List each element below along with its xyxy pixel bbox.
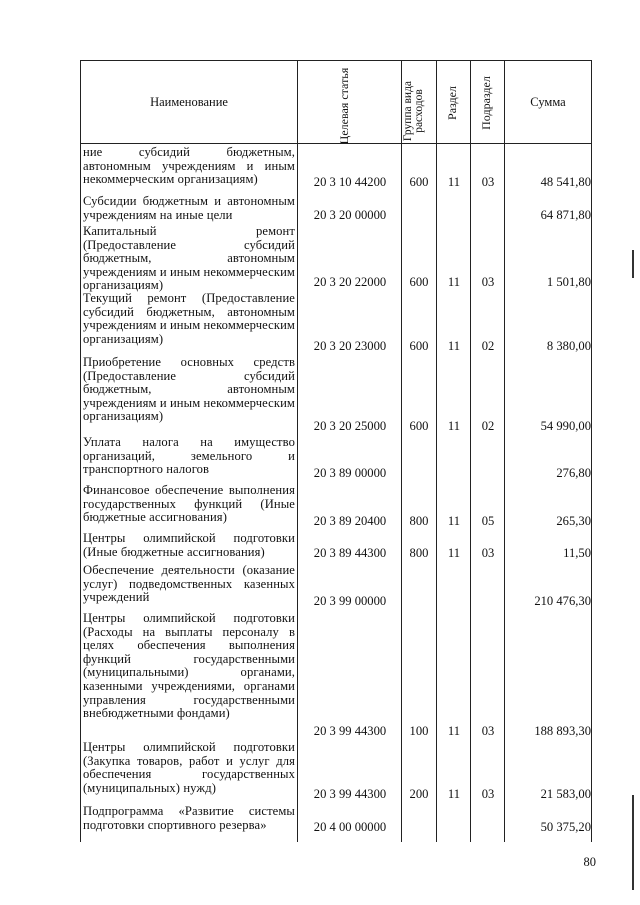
scan-edge-mark — [632, 250, 634, 278]
row-section: 11 — [447, 514, 461, 528]
row-name: Центры олимпийской подготовки (Расходы на выплаты персоналу в целях обеспечения выполнения функций государственными (муниципальными) органами, казенными учреждениями, органами управления государственными внебюджетными фондами) — [83, 611, 295, 721]
row-sum: 188 893,30 — [534, 724, 591, 738]
row-name: Субсидии бюджетным и автономным учреждениям на иные цели — [83, 194, 295, 222]
row-name: ние субсидий бюджетным, автономным учреждениям и иным некоммерческим организациям) — [83, 145, 295, 187]
row-section: 11 — [447, 275, 461, 289]
row-subsection: 03 — [481, 724, 495, 738]
header-name: Наименование — [150, 95, 228, 109]
header-sum: Сумма — [530, 95, 566, 109]
row-name: Приобретение основных средств (Предоставление субсидий бюджетным, автономным учреждениям и иным некоммерческим организациям) — [83, 355, 295, 424]
page-number: 80 — [583, 855, 596, 869]
column-divider — [401, 60, 402, 842]
row-expense-group: 600 — [409, 339, 429, 353]
row-sum: 21 583,00 — [540, 787, 591, 801]
row-section: 11 — [447, 724, 461, 738]
table-top-border — [80, 60, 592, 61]
row-name: Подпрограмма «Развитие системы подготовки спортивного резерва» — [83, 804, 295, 832]
header-target-item — [338, 56, 362, 156]
row-section: 11 — [447, 546, 461, 560]
row-section: 11 — [447, 175, 461, 189]
row-sum: 265,30 — [556, 514, 591, 528]
row-sum: 50 375,20 — [540, 820, 591, 834]
row-target-item: 20 3 20 00000 — [313, 208, 387, 222]
header-subsection: Подраздел — [479, 76, 493, 130]
table-header-bottom-border — [80, 143, 592, 144]
row-expense-group: 800 — [409, 514, 429, 528]
row-sum: 54 990,00 — [540, 419, 591, 433]
row-target-item: 20 3 20 22000 — [313, 275, 387, 289]
row-sum: 11,50 — [563, 546, 591, 560]
row-expense-group: 800 — [409, 546, 429, 560]
row-sum: 1 501,80 — [546, 275, 591, 289]
row-name: Центры олимпийской подготовки (Иные бюджетные ассигнования) — [83, 531, 295, 559]
column-divider — [297, 60, 298, 842]
row-target-item: 20 3 89 00000 — [313, 466, 387, 480]
row-subsection: 03 — [481, 787, 495, 801]
row-section: 11 — [447, 339, 461, 353]
row-expense-group: 200 — [409, 787, 429, 801]
row-target-item: 20 3 89 20400 — [313, 514, 387, 528]
row-target-item: 20 3 99 44300 — [313, 787, 387, 801]
row-expense-group: 600 — [409, 275, 429, 289]
row-subsection: 02 — [481, 419, 495, 433]
row-section: 11 — [447, 419, 461, 433]
row-target-item: 20 3 20 25000 — [313, 419, 387, 433]
row-sum: 64 871,80 — [540, 208, 591, 222]
row-name: Центры олимпийской подготовки (Закупка товаров, работ и услуг для обеспечения государственных (муниципальных) нужд) — [83, 740, 295, 795]
header-expense-group-text: Группа вида расходов — [402, 80, 425, 142]
header-expense-group — [403, 71, 433, 151]
row-name: Финансовое обеспечение выполнения государственных функций (Иные бюджетные ассигнования) — [83, 483, 295, 525]
row-name: Текущий ремонт (Предоставление субсидий бюджетным, автономным учреждениям и иным некоммерческим организациям) — [83, 291, 295, 346]
row-subsection: 03 — [481, 546, 495, 560]
row-target-item: 20 3 99 44300 — [313, 724, 387, 738]
row-expense-group: 600 — [409, 175, 429, 189]
row-expense-group: 600 — [409, 419, 429, 433]
row-subsection: 05 — [481, 514, 495, 528]
row-target-item: 20 3 20 23000 — [313, 339, 387, 353]
row-target-item: 20 3 99 00000 — [313, 594, 387, 608]
row-sum: 210 476,30 — [534, 594, 591, 608]
row-expense-group: 100 — [409, 724, 429, 738]
row-name: Обеспечение деятельности (оказание услуг) подведомственных казенных учреждений — [83, 563, 295, 605]
row-sum: 276,80 — [556, 466, 591, 480]
row-target-item: 20 3 10 44200 — [313, 175, 387, 189]
row-name: Уплата налога на имущество организаций, земельного и транспортного налогов — [83, 435, 295, 477]
row-subsection: 02 — [481, 339, 495, 353]
row-subsection: 03 — [481, 175, 495, 189]
row-subsection: 03 — [481, 275, 495, 289]
row-target-item: 20 3 89 44300 — [313, 546, 387, 560]
row-sum: 8 380,00 — [546, 339, 591, 353]
table-right-border — [591, 60, 592, 842]
table-left-border — [80, 60, 81, 842]
header-section: Раздел — [445, 86, 459, 120]
row-sum: 48 541,80 — [540, 175, 591, 189]
scan-edge-mark — [632, 795, 634, 890]
header-target-item-text: Целевая статья — [337, 67, 351, 145]
row-target-item: 20 4 00 00000 — [313, 820, 387, 834]
row-section: 11 — [447, 787, 461, 801]
row-name: Капитальный ремонт (Предоставление субсидий бюджетным, автономным учреждениям и иным некоммерческим организациям) — [83, 224, 295, 293]
